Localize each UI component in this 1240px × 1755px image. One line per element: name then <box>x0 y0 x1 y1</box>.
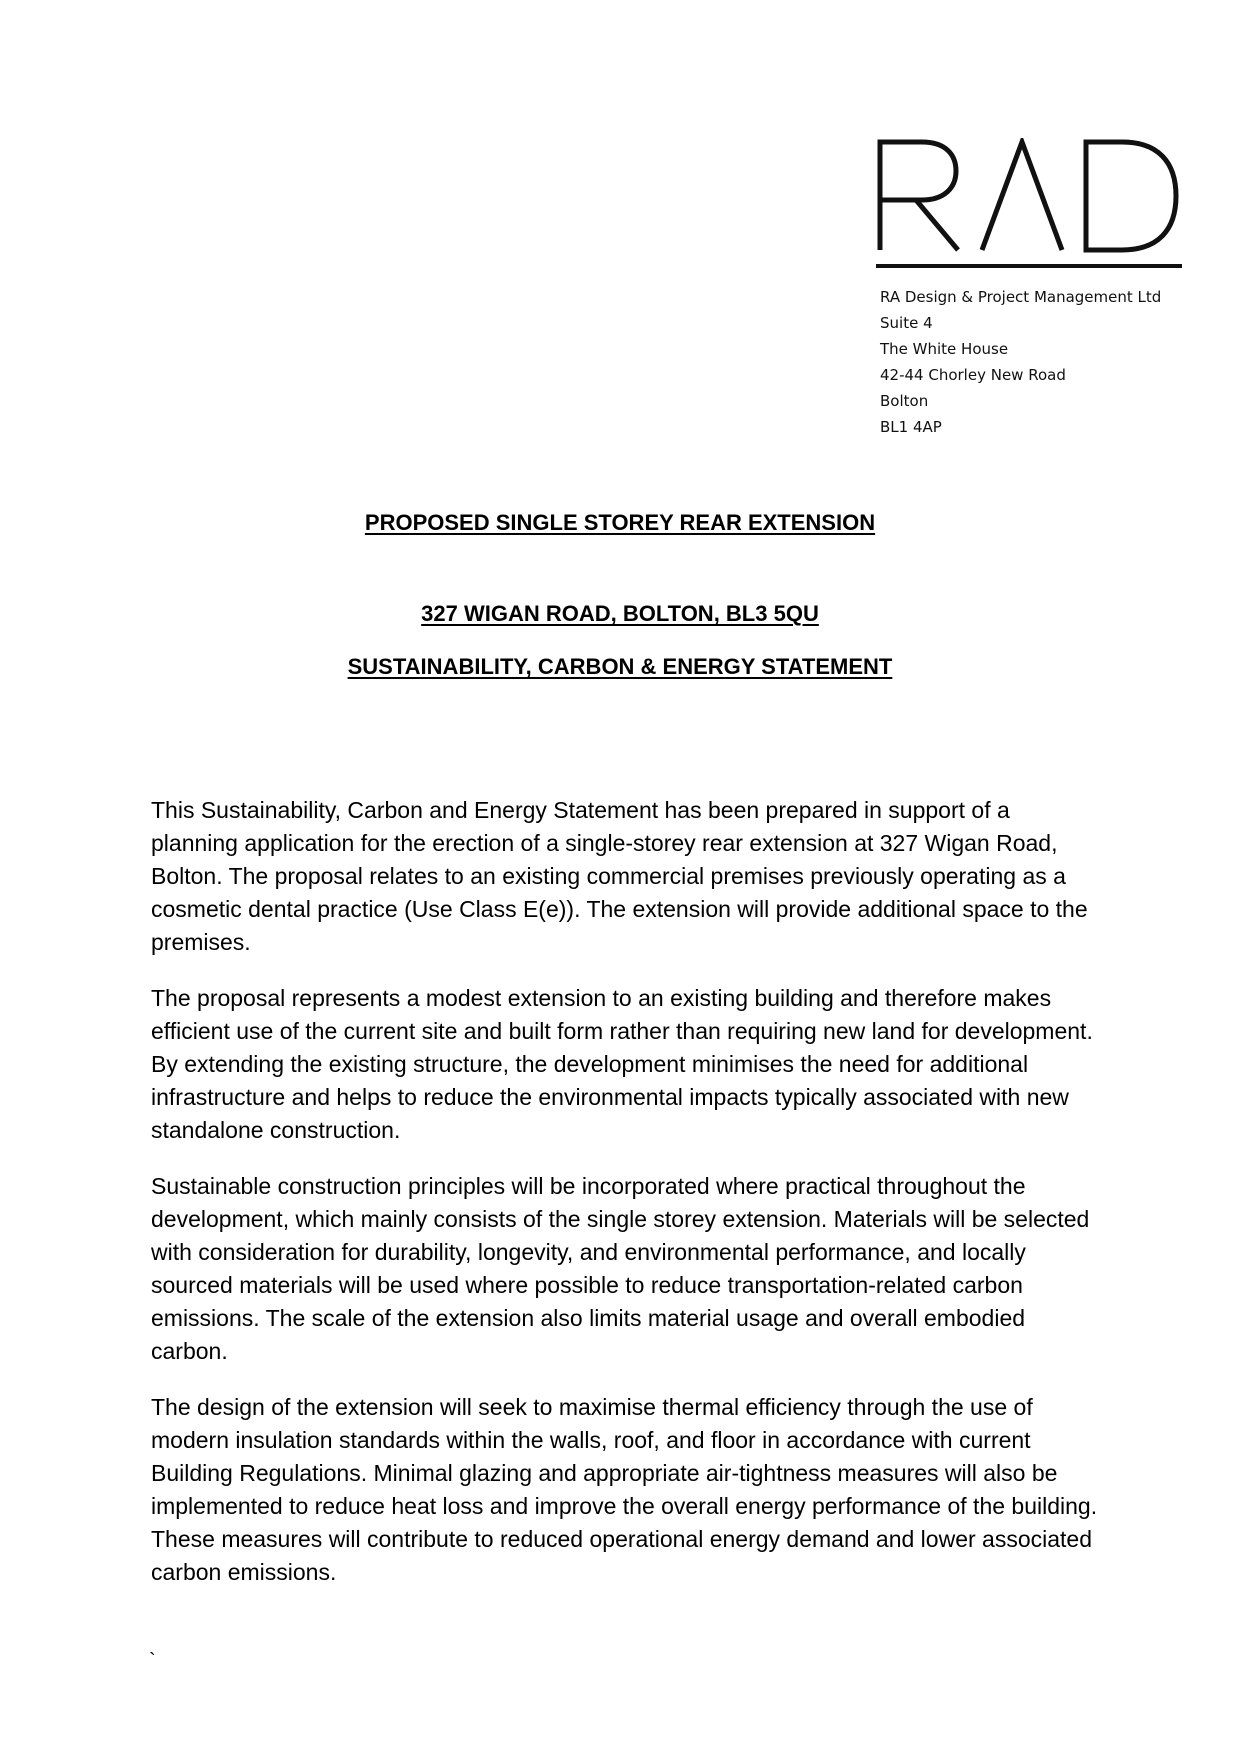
statement-body <box>151 794 1101 1612</box>
address-town: Bolton <box>880 392 929 410</box>
paragraph-sustainable-construction: Sustainable construction principles will be incorporated where practical throughout the development, which mainly consists of the single storey extension. Materials will be selected with consideration for durability, longevity, and environmental performance, and locally sourced materials will be used where possible to reduce transportation-related carbon emissions. The scale of the extension also limits material usage and overall embodied carbon. <box>151 1173 1090 1364</box>
rad-logo <box>876 138 1182 272</box>
logo-letter-r <box>880 142 958 250</box>
address-postcode: BL1 4AP <box>880 418 942 436</box>
address-suite: Suite 4 <box>880 314 933 332</box>
document-title-heading: SUSTAINABILITY, CARBON & ENERGY STATEMENT <box>347 654 893 679</box>
address-street: 42-44 Chorley New Road <box>880 366 1066 384</box>
project-heading: PROPOSED SINGLE STOREY REAR EXTENSION <box>364 510 876 535</box>
logo-letter-d <box>1086 142 1176 250</box>
address-company-name: RA Design & Project Management Ltd <box>880 288 1162 306</box>
paragraph-thermal-efficiency: The design of the extension will seek to maximise thermal efficiency through the use of modern insulation standards within the walls, roof, and floor in accordance with current Building Regulations. Minimal glazing and appropriate air-tightness measures will also be implemented to reduce heat loss and improve the overall energy performance of the building. These measures will contribute to reduced operational energy demand and lower associated carbon emissions. <box>151 1394 1098 1585</box>
address-building: The White House <box>880 340 1009 358</box>
logo-rule <box>876 264 1182 268</box>
company-address <box>880 284 1161 440</box>
logo-letter-a <box>982 142 1062 250</box>
footer-mark: ` <box>149 1650 156 1672</box>
paragraph-efficient-use: The proposal represents a modest extension to an existing building and therefore makes efficient use of the current site and built form rather than requiring new land for development. By extending the existing structure, the development minimises the need for additional infrastructure and helps to reduce the environmental impacts typically associated with new standalone construction. <box>151 985 1093 1143</box>
paragraph-introduction: This Sustainability, Carbon and Energy Statement has been prepared in support of a planning application for the erection of a single-storey rear extension at 327 Wigan Road, Bolton. The proposal relates to an existing commercial premises previously operating as a cosmetic dental practice (Use Class E(e)). The extension will provide additional space to the premises. <box>151 797 1088 955</box>
site-address-heading: 327 WIGAN ROAD, BOLTON, BL3 5QU <box>421 601 819 626</box>
